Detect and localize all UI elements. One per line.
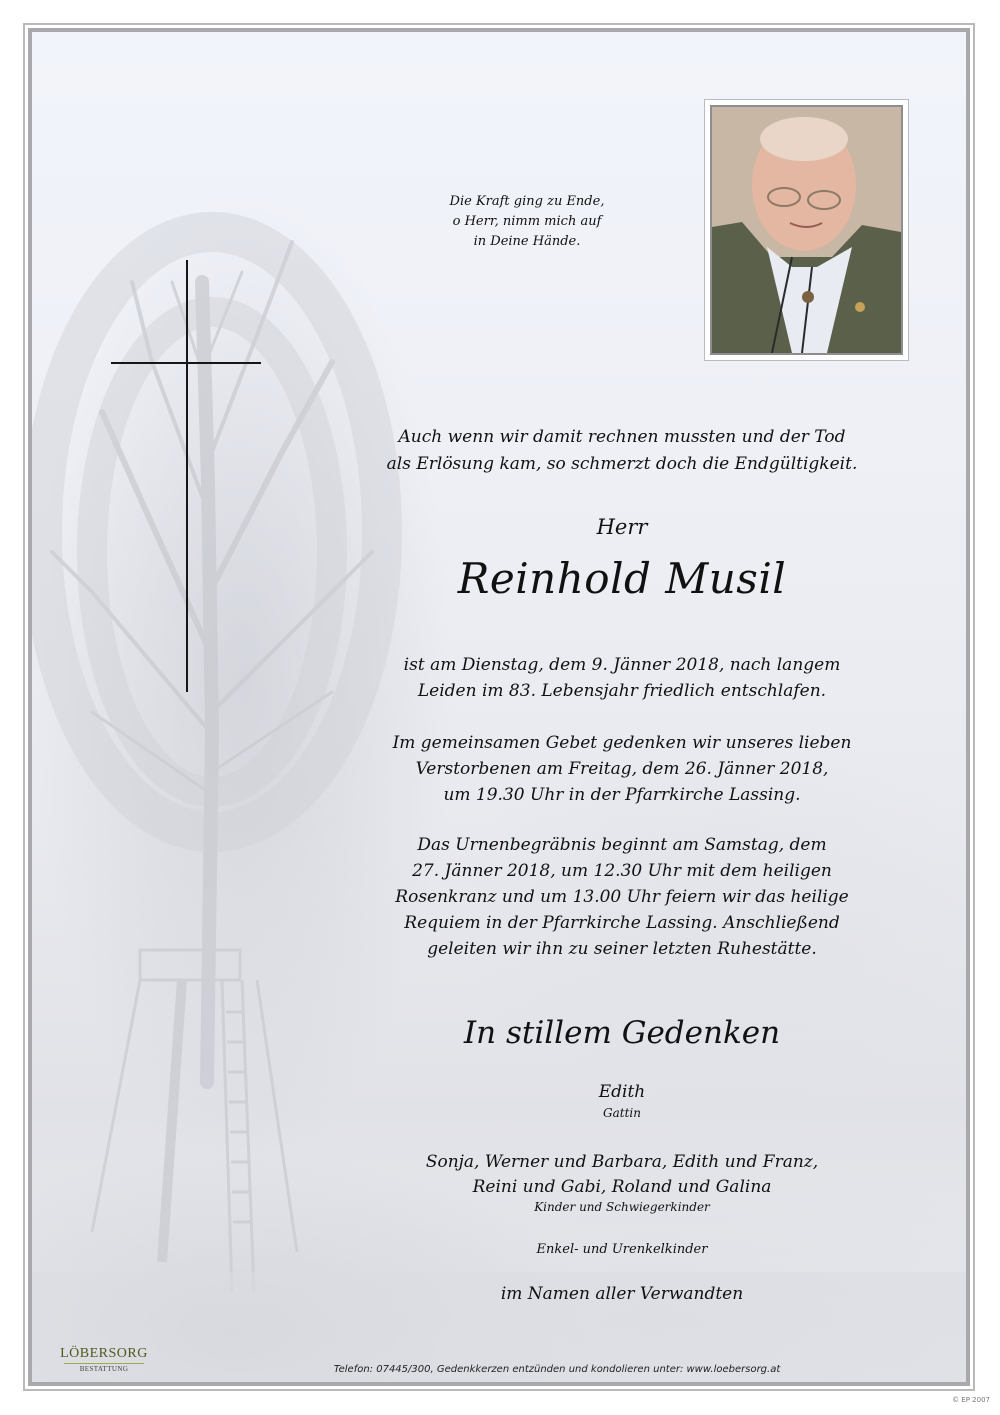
logo-divider	[64, 1363, 144, 1364]
paragraph-line: um 19.30 Uhr in der Pfarrkirche Lassing.	[443, 785, 801, 805]
prayer-paragraph	[332, 730, 912, 808]
logo-subtitle: BESTATTUNG	[79, 1365, 129, 1373]
cross-icon-vertical	[186, 260, 188, 692]
paragraph-line: Verstorbenen am Freitag, dem 26. Jänner 2018,	[415, 759, 829, 779]
contact-line: Telefon: 07445/300, Gedenkkerzen entzünden und kondolieren unter: www.loebersorg.at	[333, 1364, 781, 1375]
motto-line: Die Kraft ging zu Ende,	[449, 194, 605, 209]
intro-line: Auch wenn wir damit rechnen mussten und der Tod	[398, 427, 846, 447]
death-notice-paragraph	[332, 652, 912, 704]
intro-line: als Erlösung kam, so schmerzt doch die Endgültigkeit.	[386, 454, 858, 474]
portrait-photo	[710, 105, 903, 355]
grandchildren: Enkel- und Urenkelkinder	[536, 1242, 708, 1257]
motto-line: in Deine Hände.	[473, 234, 581, 249]
paragraph-line: 27. Jänner 2018, um 12.30 Uhr mit dem heiligen	[412, 861, 832, 881]
intro-text	[332, 424, 912, 478]
paragraph-line: Im gemeinsamen Gebet gedenken wir unseres lieben	[392, 733, 852, 753]
mourners-heading: In stillem Gedenken	[463, 1015, 781, 1051]
motto-line: o Herr, nimm mich auf	[452, 214, 602, 229]
paragraph-line: Rosenkranz und um 13.00 Uhr feiern wir das heilige	[395, 887, 849, 907]
copyright: © EP 2007	[952, 1396, 990, 1404]
cross-icon-horizontal	[111, 362, 261, 364]
children-line: Sonja, Werner und Barbara, Edith und Franz,	[425, 1152, 819, 1172]
portrait-frame	[704, 99, 909, 361]
children-names	[332, 1150, 912, 1200]
obituary-card	[28, 28, 970, 1386]
paragraph-line: Requiem in der Pfarrkirche Lassing. Anschließend	[404, 913, 840, 933]
motto-verse	[402, 192, 652, 252]
salutation: Herr	[596, 515, 648, 539]
closing-line: im Namen aller Verwandten	[500, 1284, 744, 1304]
spouse-role: Gattin	[603, 1106, 641, 1120]
deceased-name: Reinhold Musil	[457, 554, 787, 603]
spouse-name: Edith	[598, 1082, 646, 1102]
children-role: Kinder und Schwiegerkinder	[534, 1200, 710, 1214]
logo-name: LÖBERSORG	[60, 1346, 148, 1361]
paragraph-line: Leiden im 83. Lebensjahr friedlich entschlafen.	[417, 681, 827, 701]
paragraph-line: geleiten wir ihn zu seiner letzten Ruhestätte.	[427, 939, 817, 959]
burial-paragraph	[332, 832, 912, 962]
portrait-image	[712, 107, 901, 353]
funeral-home-logo	[54, 1346, 154, 1373]
paragraph-line: Das Urnenbegräbnis beginnt am Samstag, dem	[417, 835, 827, 855]
children-line: Reini und Gabi, Roland und Galina	[472, 1177, 772, 1197]
paragraph-line: ist am Dienstag, dem 9. Jänner 2018, nach langem	[403, 655, 841, 675]
